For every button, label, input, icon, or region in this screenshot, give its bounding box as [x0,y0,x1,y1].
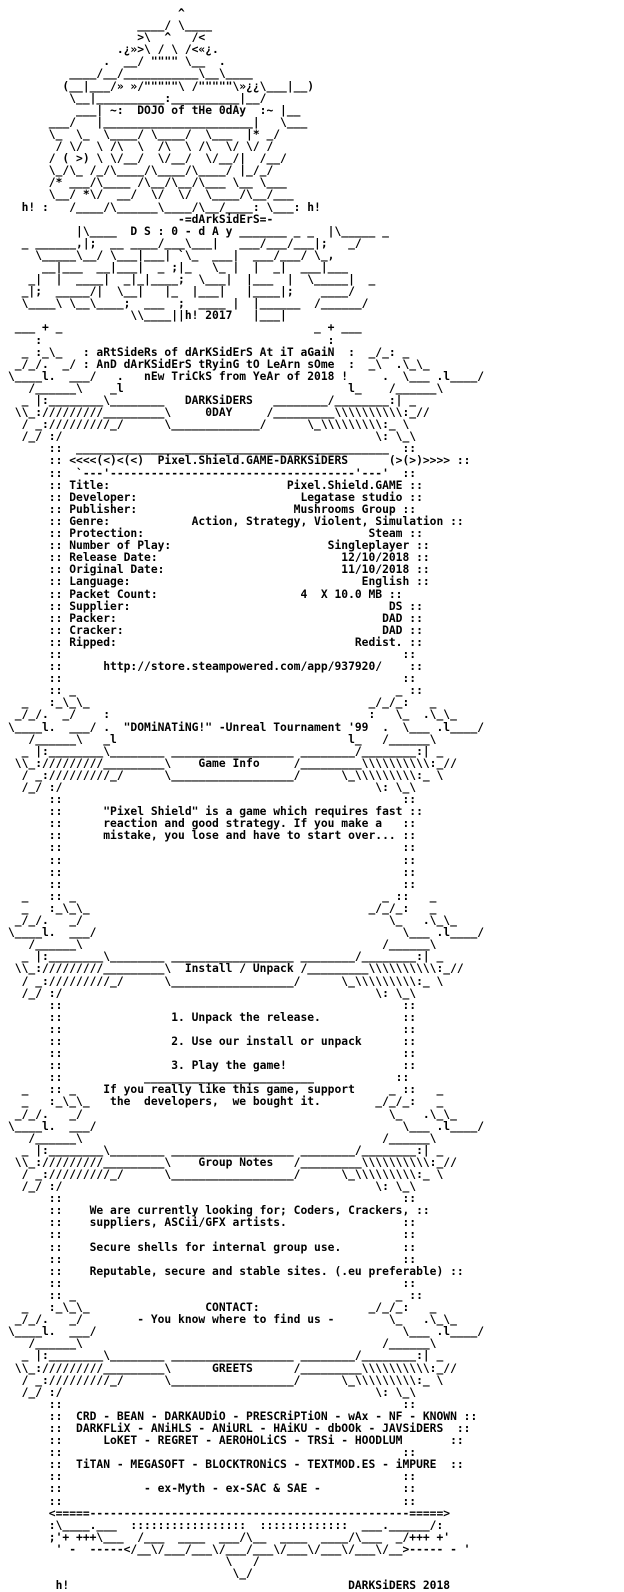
nfo-line: (__|___/» »/"""""\ /"""""\»¿¿\___|__) [8,79,328,93]
nfo-line: ' - -----</__\/___/___\/___/___\/___\/___\/___\/__>----- - ' [8,1542,471,1556]
nfo-line: _/_/. _/ - You know where to find us - \_ .\_\_ [8,1313,457,1327]
nfo-line: . __/ """" \__ . [8,55,308,69]
nfo-line: : : [8,333,335,347]
nfo-line: _ :_\_\_ _/_/_: _ [8,901,437,915]
nfo-line: :: DARKFLiX - ANiHLS - ANiURL - HAiKU - dbOOk - JAVSiDERS :: [8,1421,471,1435]
nfo-line: :: :: [8,1470,417,1484]
nfo-line: \____l. ___/ \___ .l____/ [8,1325,485,1339]
nfo-line: :: Secure shells for internal group use. :: [8,1240,417,1254]
nfo-line: ____/__/___________\__\____ [8,67,308,81]
nfo-line: :: :: [8,647,417,661]
nfo-line: :: Cracker: DAD :: [8,623,423,637]
nfo-line: ___/ |______________________| \___ [8,115,328,129]
nfo-line: _ |:________\________ DARKSiDERS ________/________:| _ [8,394,417,407]
nfo-line: :: We are currently looking for; Coders, Crackers, :: [8,1204,430,1218]
nfo-line: -=dArkSidErS=- [8,212,328,226]
nfo-line: :: Reputable, secure and stable sites. (.eu preferable) :: [8,1264,464,1278]
nfo-line: :: Number of Play: Singleplayer :: [8,539,430,553]
nfo-line: :: :: [8,1446,417,1460]
nfo-line: :: :: [8,853,417,867]
nfo-line: / _://///////_/ \_____________/ \_\\\\\\\\\:_ \ [8,418,410,432]
nfo-line: :: :: [8,1228,417,1242]
nfo-line: :: Publisher: Mushrooms Group :: [8,502,417,516]
nfo-line: _| | ____| _|_|____; \___| |___ | \_____| _ [8,273,376,287]
nfo-line: / _://///////_/ \__________________/ \_\\\\\\\\\:_ \ [8,768,444,782]
nfo-line: h! : /____/\______\____/\__/____: \___: h! [8,200,321,214]
nfo-line: \____l. ___/ \___ .l____/ [8,926,485,940]
nfo-line: :: Genre: Action, Strategy, Violent, Simulation :: [8,514,464,528]
nfo-line: _ |:________\________ __________________ ________/________:| _ [8,1349,444,1363]
nfo-line: \__/ *\/ __/ \/ \/ \____/\__/___ [8,188,301,202]
nfo-line: :: `---'------------------------------------'---' :: [8,466,417,480]
nfo-line: :: _________________________ :: [8,1071,410,1085]
nfo-line: _ :: _ _ :: _ [8,889,437,903]
nfo-line: :: :: [8,841,417,855]
nfo-line: /______\ /______\ [8,938,437,952]
nfo-line: \____l. ___/ . "DOMiNATiNG!" -Unreal Tournament '99 . \___ .l____/ [8,720,485,734]
nfo-line: \\_://///////_________\ 0DAY /_________\\\\\\\\\\:_// [8,406,430,420]
nfo-line: _ :: _ If you really like this game, support _ :: _ [8,1083,444,1097]
nfo-line: _ |:________\________ __________________ ________/________:| _ [8,950,444,964]
nfo-line: <=====-----------------------------------------------=====> [8,1506,451,1520]
nfo-art-document [8,8,616,1592]
nfo-line: :: http://store.steampowered.com/app/937920/ :: [8,660,423,674]
nfo-line: :: _ _ :: [8,1288,423,1302]
nfo-line: :: :: [8,1192,417,1206]
nfo-line: :: :: [8,877,417,891]
nfo-line: :: :: [8,672,417,686]
nfo-line: :: :: [8,793,417,807]
nfo-line: :: Language: English :: [8,575,430,589]
nfo-line: :: reaction and good strategy. If you make a :: [8,817,417,831]
nfo-line: \_/\_ /_/\____/\____/\____/ |_/_/ [8,164,308,178]
nfo-line: :: LoKET - REGRET - AEROHOLiCS - TRSi - HOODLUM :: [8,1434,464,1448]
nfo-line: :: Packer: DAD :: [8,611,423,625]
nfo-line: :: :: [8,1252,417,1266]
nfo-line: h! DARKSiDERS 2018 [8,1579,451,1592]
nfo-line: :: "Pixel Shield" is a game which requires fast :: [8,805,423,819]
nfo-line: \_____\__/ \___|___| `\_ ___| ___/___/ \_, [8,248,335,262]
nfo-line: __|___ __|___| _ ;|_ \_ | | _| ___|___ [8,260,349,274]
nfo-line: :: - ex-Myth - ex-SAC & SAE - :: [8,1482,417,1496]
nfo-line: _/_/. _/ : AnD dArKSidErS tRyinG tO LeArn sOme : _\ .\_\_ [8,357,430,371]
nfo-line: :: Packet Count: 4 X 10.0 MB :: [8,587,403,601]
nfo-line: \____l. ___/ . nEw TriCkS from YeAr of 2018 ! . \___ .l____/ [8,369,485,383]
nfo-line: :: ______________________________________________ :: [8,442,417,456]
nfo-line: :: Ripped: Redist. :: [8,635,423,649]
nfo-line: / \/ \ /\ \ /\ \ /\ \/ \/ / [8,140,301,154]
nfo-line: _|; _____/| \__| |_ |___| |____|; ____/ [8,285,355,299]
nfo-line: \\_://///////_________\ Install / Unpack /_________\\\\\\\\\\:_// [8,962,464,976]
nfo-line: :: <<<<(<)<(<) Pixel.Shield.GAME-DARKSiDERS (>(>)>>>> :: [8,454,471,468]
nfo-line: \\_://///////_________\ Group Notes /_________\\\\\\\\\\:_// [8,1155,457,1169]
nfo-line: :: :: [8,865,417,879]
nfo-line: _/_/. _/ : : \_ .\_\_ [8,708,457,722]
nfo-line: :: Release Date: 12/10/2018 :: [8,551,430,565]
nfo-line: :: 2. Use our install or unpack :: [8,1034,417,1048]
nfo-line: _ |:________\________ __________________ ________/________:| _ [8,1143,444,1157]
nfo-line: /* ___/\____ /\__/\__/\___ \__ \___ [8,176,315,190]
nfo-line: \\_://///////_________\ GREETS /_________\\\\\\\\\\:_// [8,1361,457,1375]
nfo-line: |\____ D S : 0 - d A y _______ _ _ |\_____ _ [8,224,389,238]
nfo-line: :: 3. Play the game! :: [8,1059,417,1073]
nfo-line: ___ + _ _ + ___ [8,321,362,335]
nfo-line: \____l. ___/ \___ .l____/ [8,1119,485,1133]
nfo-line: /______\ _l l_ /______\ [8,732,437,746]
nfo-line: :: :: [8,1047,417,1061]
nfo-line: ^ [8,7,308,20]
nfo-line: >\ ^ /< [8,31,308,45]
nfo-line: \____\ \__\____; ___ ; ____ | |______ /______/ [8,297,369,311]
nfo-line: /_/ :/ \: \_\ [8,430,417,444]
nfo-line: :: mistake, you lose and have to start over... :: [8,829,417,843]
nfo-line: :\____.___ ::::::::::::::::: ::::::::::::: ___.______/: [8,1518,444,1532]
nfo-line: _ :_\_\_ the developers, we bought it. _/_/_: _ [8,1095,444,1109]
nfo-line: / _://///////_/ \__________________/ \_\\\\\\\\\:_ \ [8,974,444,988]
nfo-line: /_/ :/ \: \_\ [8,781,417,794]
nfo-line: :: _ _ :: [8,684,423,698]
nfo-line: :: Protection: Steam :: [8,527,423,541]
nfo-line: _ :_\_\_ _/_/_: _ [8,696,437,710]
nfo-line: :: Original Date: 11/10/2018 :: [8,563,430,577]
nfo-line: :: :: [8,1276,417,1290]
nfo-line: :: 1. Unpack the release. :: [8,1010,417,1024]
nfo-line: _/_/. _/ \_ .\_\_ [8,1107,457,1121]
nfo-line: :: Developer: Legatase studio :: [8,490,423,504]
nfo-line: :: :: [8,1494,417,1508]
nfo-line: / ( >) \ \/__/ \/__/ \/__/| /__/ [8,152,315,166]
nfo-line: :: :: [8,998,417,1012]
nfo-line: ___| ~: DOJO of tHe 0dAy :~ |__ [8,103,315,117]
nfo-line: :: :: [8,1022,417,1036]
nfo-line: \_ \_ \____/ \____/ \___ |* _/ [8,127,301,141]
nfo-line: :: CRD - BEAN - DARKAUDiO - PRESCRiPTiON - wAx - NF - KNOWN :: [8,1409,478,1423]
nfo-line: _/_/. _/ \_ .\_\_ [8,914,457,928]
nfo-line: \_/ [8,1567,437,1581]
nfo-line: _ :_\_ : aRtSideRs of dArKSidErS At iT aGaiN : _/_: _ [8,345,410,359]
nfo-line: :: TiTAN - MEGASOFT - BLOCKTRONiCS - TEXTMOD.ES - iMPURE :: [8,1458,464,1472]
nfo-line: /______\ /______\ [8,1131,437,1145]
nfo-line: .¿»>\ / \ /<«¿. [8,43,308,57]
nfo-line: ____/ \____ [8,19,308,33]
nfo-line: /_/ :/ \: \_\ [8,1385,417,1399]
nfo-line: /______\ /______\ [8,1337,437,1351]
nfo-line: _ |:________\________ __________________ ________/________:| _ [8,744,444,758]
nfo-line: / _://///////_/ \__________________/ \_\\\\\\\\\:_ \ [8,1373,444,1387]
nfo-line: _ ______,|; __ ____/___\___| ___/___/___|; _/ [8,236,362,250]
nfo-line: :: Title: Pixel.Shield.GAME :: [8,478,423,492]
nfo-line: /_/ :/ \: \_\ [8,1180,417,1194]
nfo-line: / _://///////_/ \__________________/ \_\\\\\\\\\:_ \ [8,1168,444,1181]
nfo-line: /_/ :/ \: \_\ [8,986,417,1000]
nfo-line: \\_://///////_________\ Game Info /_________\\\\\\\\\\:_// [8,756,457,770]
nfo-line: /______\ _l l_ /______\ [8,381,444,395]
nfo-line: \ / [8,1555,437,1568]
nfo-line: \\____||h! 2017 |___| [8,309,321,323]
nfo-line: _ :_\_\_ CONTACT: _/_/_: _ [8,1301,437,1315]
nfo-line: ;'+ +++\___ /___ ____ ___/\__ ____ ____/\___ _/+++ +' [8,1530,451,1544]
nfo-line: :: :: [8,1397,417,1411]
nfo-line: \__|__________:__________|__/ [8,91,308,105]
nfo-line: :: Supplier: DS :: [8,599,423,613]
nfo-line: :: suppliers, ASCii/GFX artists. :: [8,1216,417,1230]
